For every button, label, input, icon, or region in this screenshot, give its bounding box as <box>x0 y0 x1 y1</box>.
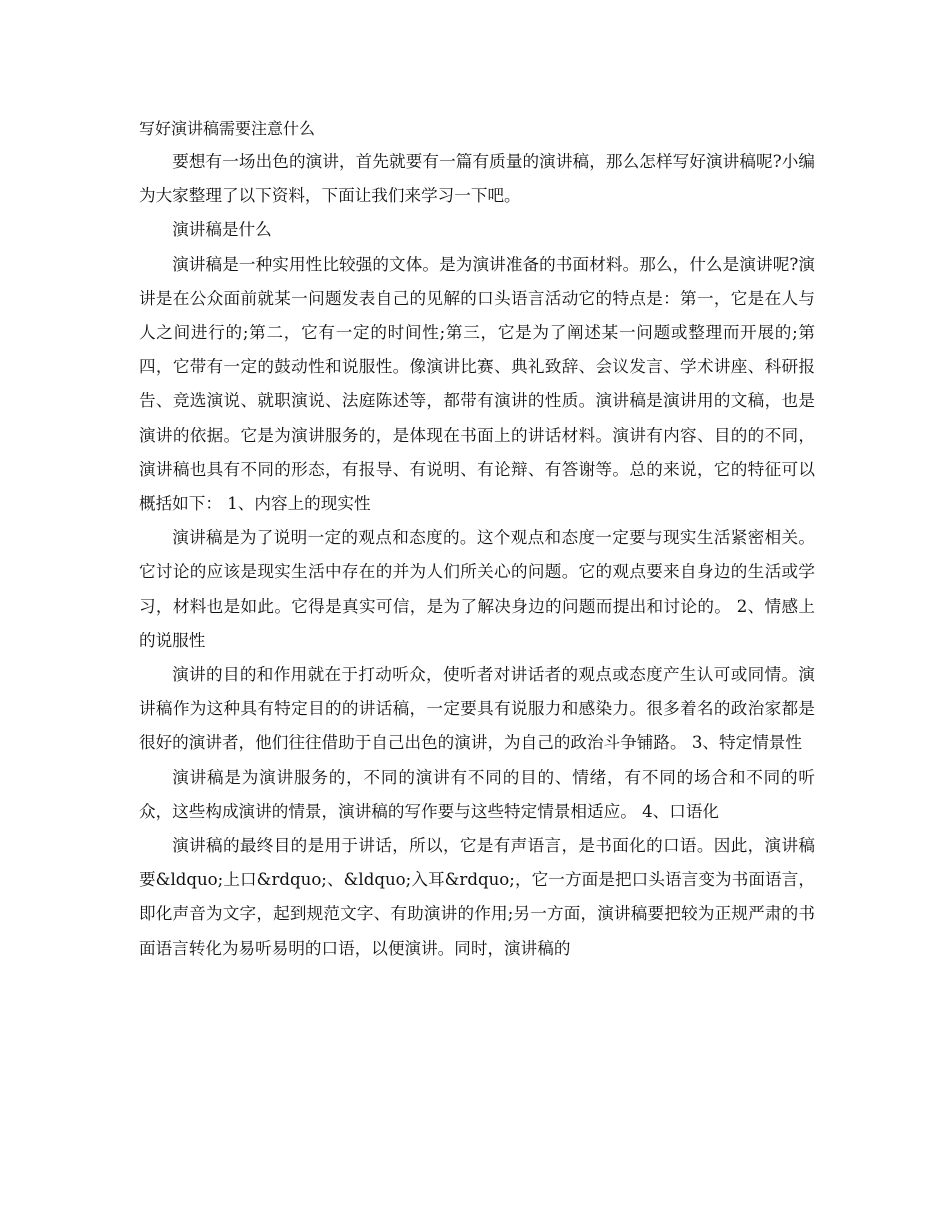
document-title: 写好演讲稿需要注意什么 <box>139 119 316 138</box>
paragraph-persuasion: 演讲的目的和作用就在于打动听众，使听者对讲话者的观点或态度产生认可或同情。演讲稿作为这种具有特定目的的讲话稿，一定要具有说服力和感染力。很多着名的政治家都是很好的演讲者，他们往往借助于自己出色的演讲，为自己的政治斗争铺路。 3、特定情景性 <box>139 665 815 753</box>
section-heading-what-is: 演讲稿是什么 <box>172 220 272 240</box>
document-body <box>139 113 815 966</box>
paragraph-reality: 演讲稿是为了说明一定的观点和态度的。这个观点和态度一定要与现实生活紧密相关。它讨论的应该是现实生活中存在的并为人们所关心的问题。它的观点要来自身边的生活或学习，材料也是如此。它得是真实可信，是为了解决身边的问题而提出和讨论的。 2、情感上的说服性 <box>139 528 815 650</box>
paragraph-intro: 要想有一场出色的演讲，首先就要有一篇有质量的演讲稿，那么怎样写好演讲稿呢?小编为大家整理了以下资料，下面让我们来学习一下吧。 <box>139 152 815 206</box>
paragraph-definition: 演讲稿是一种实用性比较强的文体。是为演讲准备的书面材料。那么，什么是演讲呢?演讲是在公众面前就某一问题发表自己的见解的口头语言活动它的特点是：第一，它是在人与人之间进行的;第二，它有一定的时间性;第三，它是为了阐述某一问题或整理而开展的;第四，它带有一定的鼓动性和说服性。像演讲比赛、典礼致辞、会议发言、学术讲座、科研报告、竞选演说、就职演说、法庭陈述等，都带有演讲的性质。演讲稿是演讲用的文稿，也是演讲的依据。它是为演讲服务的，是体现在书面上的讲话材料。演讲有内容、目的的不同，演讲稿也具有不同的形态，有报导、有说明、有论辩、有答谢等。总的来说，它的特征可以概括如下： 1、内容上的现实性 <box>139 254 815 514</box>
paragraph-context: 演讲稿是为演讲服务的，不同的演讲有不同的目的、情绪，有不同的场合和不同的听众，这些构成演讲的情景，演讲稿的写作要与这些特定情景相适应。 4、口语化 <box>139 767 815 821</box>
paragraph-oral: 演讲稿的最终目的是用于讲话，所以，它是有声语言，是书面化的口语。因此，演讲稿要&ldquo;上口&rdquo;、&ldquo;入耳&rdquo;，它一方面是把口头语言变为书面语言，即化声音为文字，起到规范文字、有助演讲的作用;另一方面，演讲稿要把较为正规严肃的书面语言转化为易听易明的口语，以便演讲。同时，演讲稿的 <box>139 836 815 958</box>
